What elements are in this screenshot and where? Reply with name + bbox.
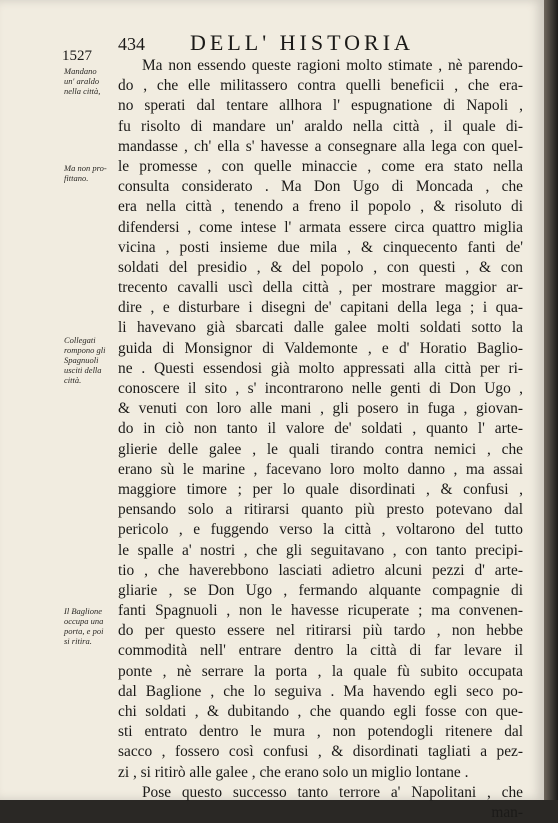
text-line: chi soldati , & dubitando , che quando egli fosse con que- <box>118 703 523 720</box>
text-line: le promesse , con quelle minaccie , come era stato nella <box>118 157 523 175</box>
year-marker: 1527 <box>62 48 92 64</box>
text-line: glierie delle galee , le quali tirando contra nemici , che <box>118 440 523 458</box>
margin-note-baglione: Il Baglione occupa una porta, e poi si ritira. <box>64 606 104 646</box>
margin-note-herald: Mandano un' araldo nella città, <box>64 66 101 96</box>
text-line: Ma non essendo queste ragioni molto stimate , nè parendo- <box>142 57 523 74</box>
text-line: do in ciò non tanto il valore de' soldati , quanto l' arte- <box>118 420 523 438</box>
text-line: tio , che haverebbono lasciati adietro alcuni pezzi d' arte- <box>118 561 523 579</box>
text-line: dal Baglione , che lo seguiva . Ma havendo egli seco po- <box>118 682 523 700</box>
text-line: fanti Spagnuoli , non le havesse ricuperate ; ma convenen- <box>118 602 523 620</box>
text-line: commodità nell' entrare dentro la città di far levare il <box>118 642 523 660</box>
text-line: sti entrato dentro le mura , non potendogli ritenere dal <box>118 723 523 741</box>
text-line: sacco , fossero così confusi , & disordinati tagliati a pez- <box>118 743 523 761</box>
text-line: li havevano già sbarcati dalle galee molti soldati sotto la <box>118 319 523 337</box>
text-line: conoscere il sito , s' incontrarono nelle genti di Don Ugo , <box>118 380 523 397</box>
text-line: le spalle a' nostri , che gli seguitavano , con tanto precipi- <box>118 541 523 559</box>
margin-note-no-profit: Ma non pro- fittano. <box>64 163 107 183</box>
text-line: pensando solo a ritirarsi quanto più presto potevano dal <box>118 501 523 519</box>
text-line: fu risolto di mandare un' araldo nella città , il quale di- <box>118 117 523 135</box>
running-title: DELL' HISTORIA <box>190 30 414 55</box>
text-line: do per questo essere nel ritirarsi più tardo , non hebbe <box>118 622 523 640</box>
page-edge <box>544 0 558 800</box>
text-line: pericolo , e fuggendo verso la città , voltarono del tutto <box>118 521 523 539</box>
text-line: trecento cavalli uscì della città , per mostrare maggior ar- <box>118 279 523 297</box>
text-line: dire , e disturbare i disegni de' capitani della lega ; i qua- <box>118 299 523 317</box>
margin-note-allies-rout: Collegati rompono gli Spagnuoli usciti della città. <box>64 335 106 385</box>
text-line: ne . Questi essendosi già molto appressati alla città per ri- <box>118 359 523 377</box>
text-line: era nella città , tenendo a freno il popolo , & risoluto di <box>118 198 523 216</box>
text-line: do , che elle militassero contra quelli beneficii , che era- <box>118 77 523 95</box>
text-line: mandasse , ch' ella s' havesse a consegnare alla lega con quel- <box>118 137 523 155</box>
text-line: no sperati dal tentare allhora l' espugnatione di Napoli , <box>118 97 523 115</box>
text-line: difendersi , come intese l' armata essere circa quattro miglia <box>118 218 523 236</box>
text-line: maggiore timore ; per lo quale disordinati , & confusi , <box>118 480 523 498</box>
text-line: vicina , posti insieme due mila , & cinquecento fanti de' <box>118 238 523 256</box>
text-line: erano sù le marine , facevano loro molto danno , ma assai <box>118 460 523 478</box>
text-line: ponte , nè serrare la porta , la quale fù subito occupata <box>118 662 523 680</box>
text-line: soldati del presidio , & del popolo , con questi , & con <box>118 258 523 276</box>
page-number: 434 <box>118 34 145 54</box>
catchword: man- <box>491 803 523 821</box>
text-line: consulta considerato . Ma Don Ugo di Moncada , che <box>118 178 523 196</box>
text-line: guida di Monsignor di Valdemonte , e d' Horatio Baglio- <box>118 339 523 357</box>
text-line: & venuti con loro alle mani , gli posero in fuga , giovan- <box>118 400 523 418</box>
body-text <box>118 56 523 823</box>
text-line: Pose questo successo tanto terrore a' Napolitani , che <box>142 783 523 801</box>
text-line: gliarie , se Don Ugo , fermando alquante compagnie di <box>118 581 523 599</box>
text-line: zi , si ritirò alle galee , che erano solo un miglio lontane . <box>118 763 469 781</box>
